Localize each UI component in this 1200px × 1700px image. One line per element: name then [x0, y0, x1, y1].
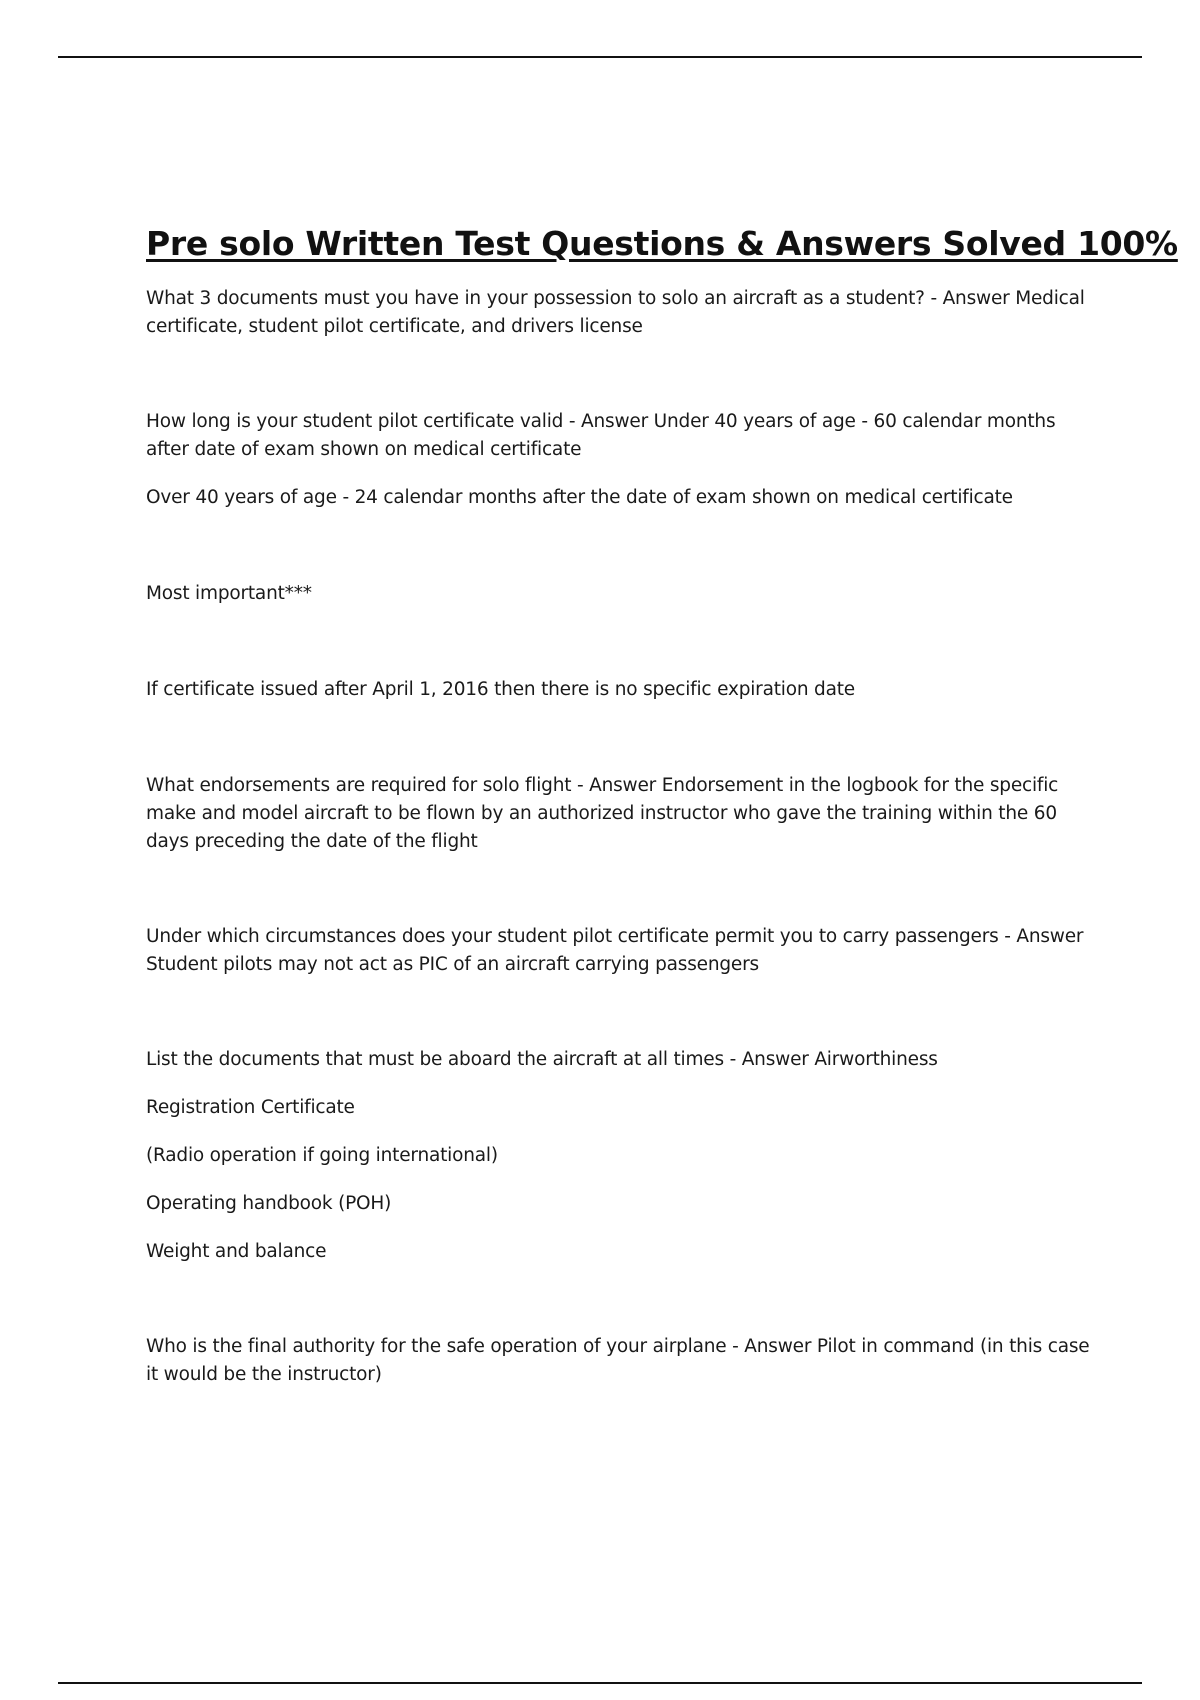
- qa-most-important-note: Most important***: [146, 582, 312, 604]
- qa-solo-endorsements: What endorsements are required for solo flight - Answer Endorsement in the logbook for the specific make and model aircraft to be flown by an authorized instructor who gave the training within the 60 days preceding the date of the flight: [146, 774, 1059, 852]
- qa-expiration-note: If certificate issued after April 1, 2016 then there is no specific expiration date: [146, 678, 855, 700]
- qa-aboard-registration: Registration Certificate: [146, 1096, 355, 1118]
- qa-certificate-validity: How long is your student pilot certificate valid - Answer Under 40 years of age - 60 calendar months after date of exam shown on medical certificate: [146, 410, 1056, 460]
- qa-aboard-documents: List the documents that must be aboard the aircraft at all times - Answer Airworthiness: [146, 1048, 938, 1070]
- document-body: [146, 224, 1178, 1389]
- footer-rule: [58, 1682, 1142, 1684]
- document-title: Pre solo Written Test Questions & Answers Solved 100%: [146, 224, 1178, 263]
- qa-certificate-validity-over-40: Over 40 years of age - 24 calendar months after the date of exam shown on medical certificate: [146, 486, 1013, 508]
- qa-aboard-weight-balance: Weight and balance: [146, 1240, 327, 1262]
- header-rule: [58, 56, 1142, 58]
- qa-aboard-radio: (Radio operation if going international): [146, 1144, 498, 1166]
- qa-carry-passengers: Under which circumstances does your student pilot certificate permit you to carry passengers - Answer Student pilots may not act as PIC of an aircraft carrying passengers: [146, 925, 1084, 975]
- qa-final-authority: Who is the final authority for the safe operation of your airplane - Answer Pilot in command (in this case it would be the instructor): [146, 1335, 1090, 1385]
- qa-aboard-poh: Operating handbook (POH): [146, 1192, 392, 1214]
- qa-documents-possession: What 3 documents must you have in your possession to solo an aircraft as a student? - Answer Medical certificate, student pilot certificate, and drivers license: [146, 287, 1085, 337]
